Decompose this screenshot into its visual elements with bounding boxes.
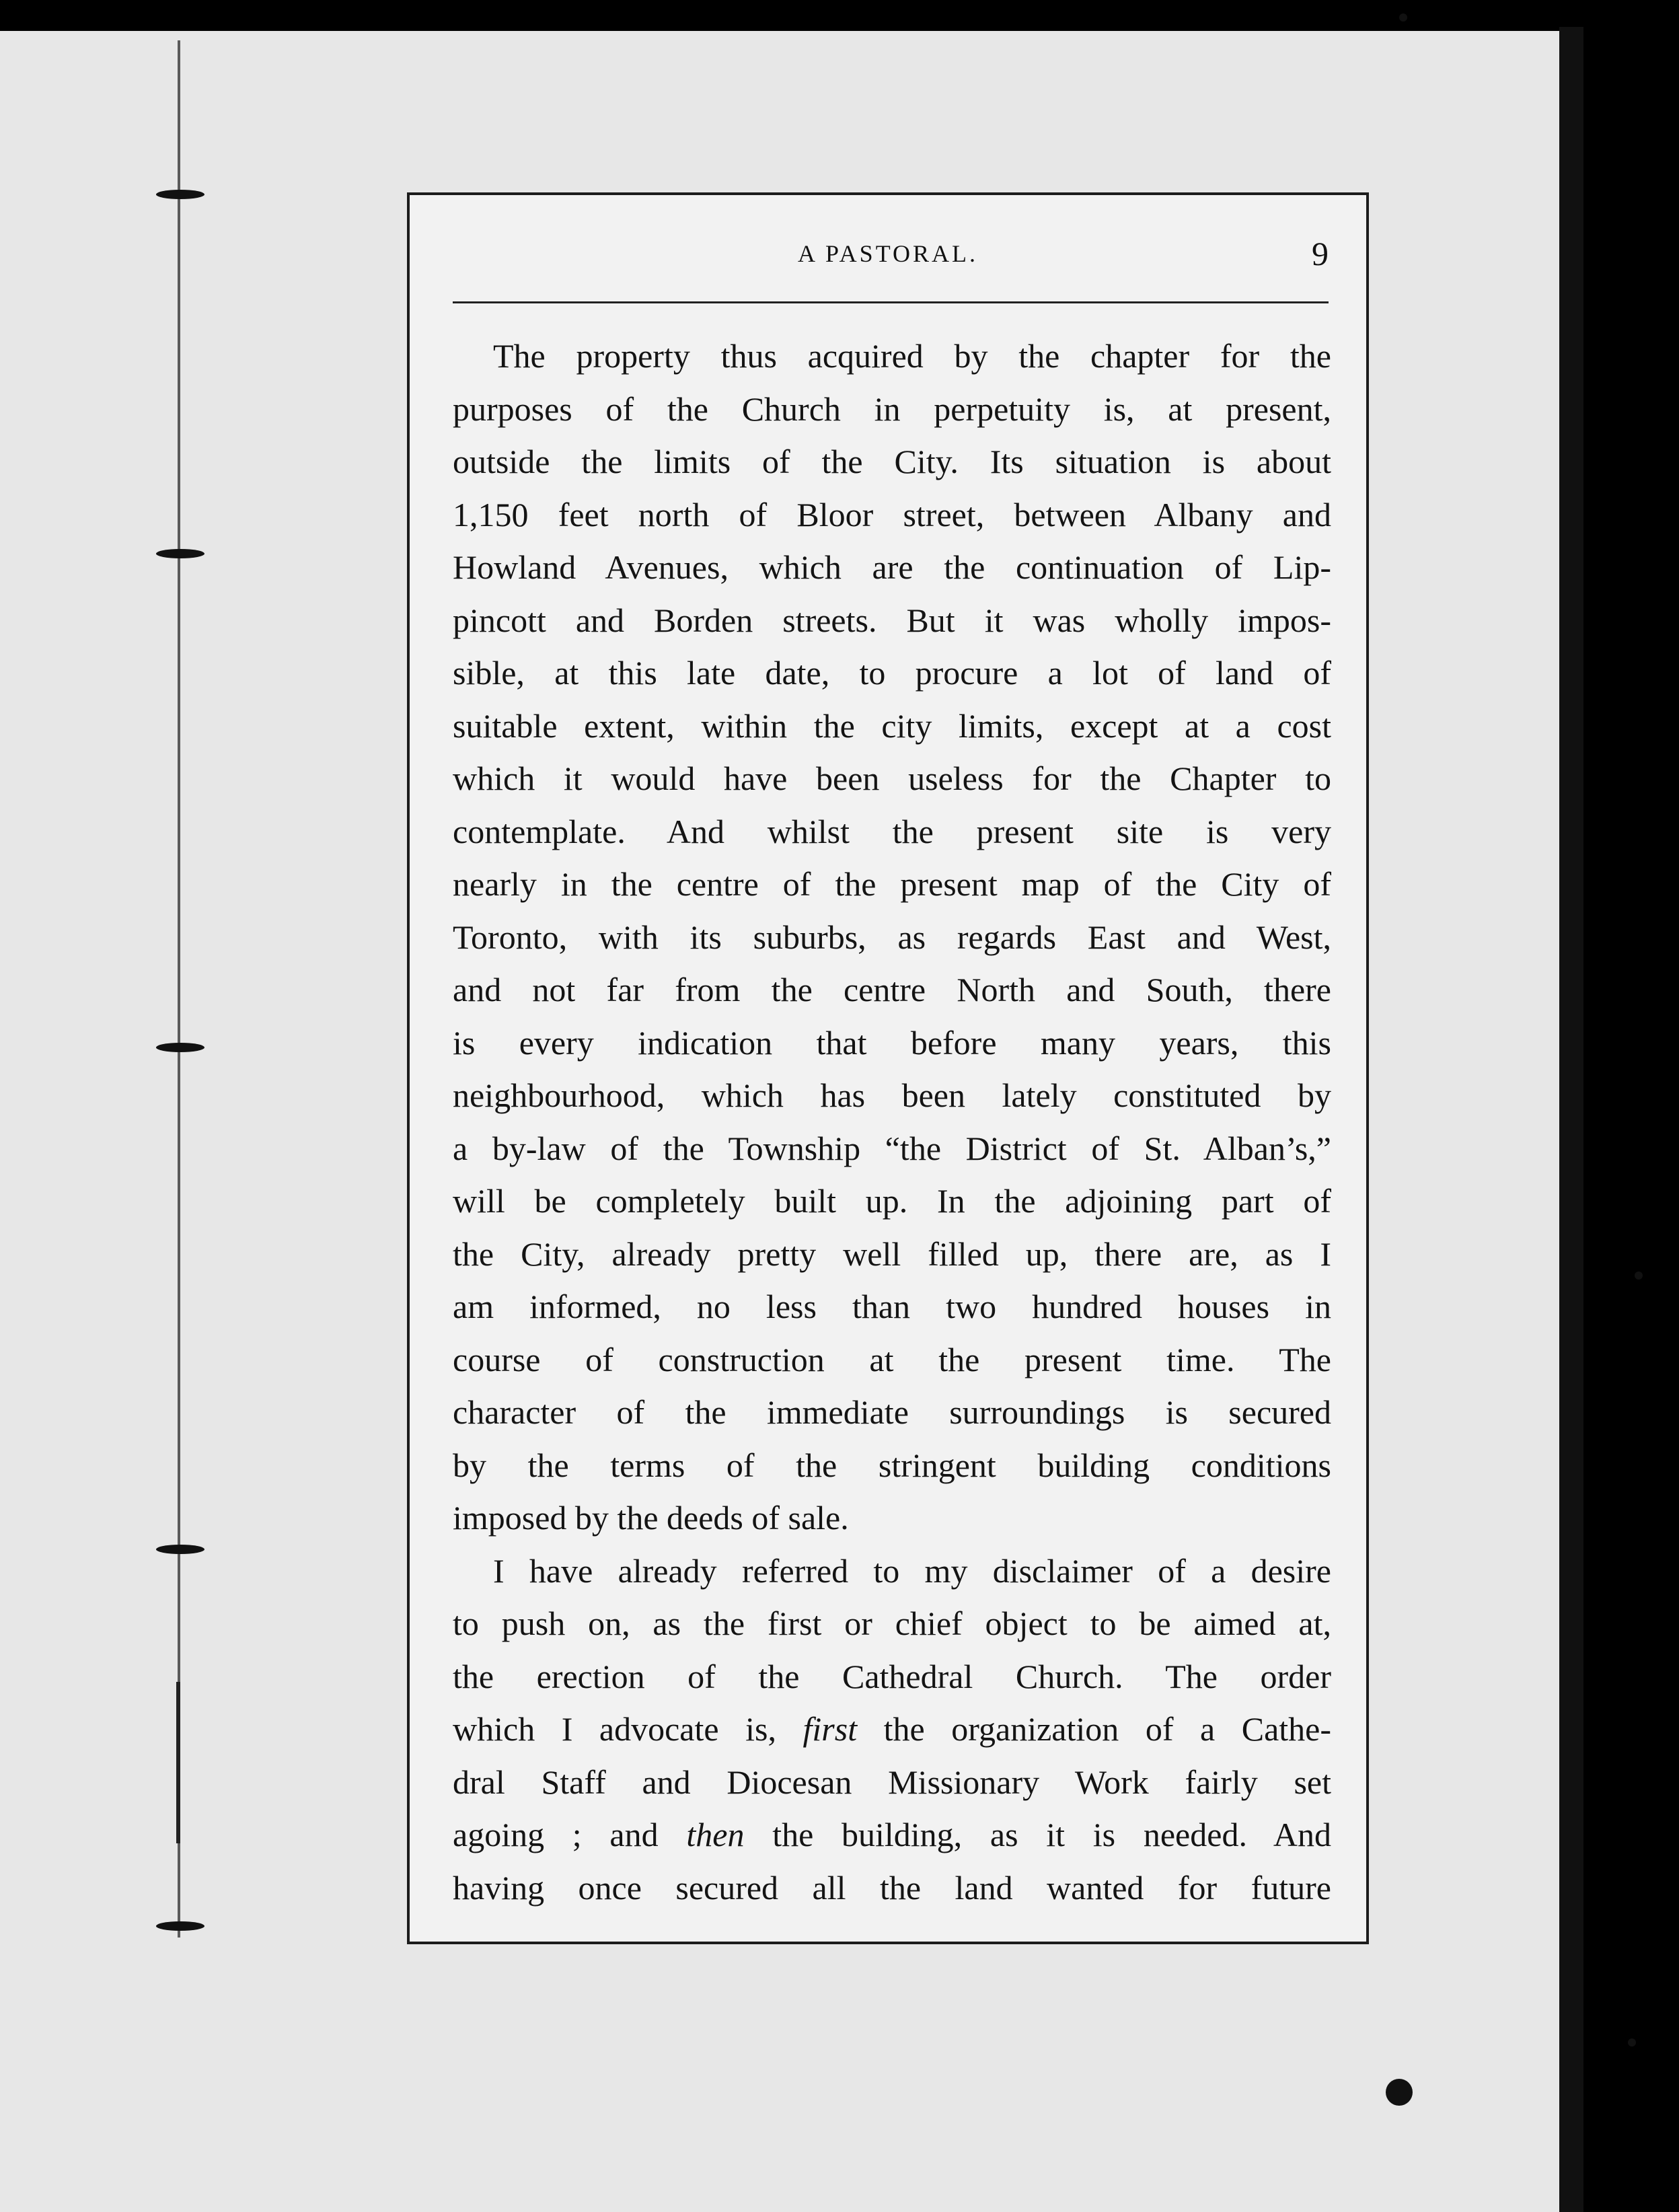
emphasis: then xyxy=(686,1816,745,1853)
scan-speck xyxy=(1635,1271,1643,1280)
text-line: will be completely built up. In the adjoining part of xyxy=(453,1182,1331,1220)
scan-speck xyxy=(1386,2079,1413,2106)
text-line xyxy=(453,1808,1331,1861)
text-line: purposes of the Church in perpetuity is, at present, xyxy=(453,390,1331,428)
emphasis: first xyxy=(803,1710,858,1748)
scan-speck xyxy=(1628,2038,1636,2047)
text-line: I have already referred to my disclaimer of a desire xyxy=(493,1551,1331,1590)
text-line: 1,150 feet north of Bloor street, between Albany and xyxy=(453,495,1331,533)
text-line: Toronto, with its suburbs, as regards East and West, xyxy=(453,918,1331,956)
text-run: the building, as it is needed. And xyxy=(772,1816,1332,1853)
text-run: the organization of a Cathe- xyxy=(883,1710,1332,1748)
text-run: which I advocate is, xyxy=(453,1710,776,1748)
binding-gutter-line xyxy=(178,40,180,1938)
binding-thread xyxy=(176,1682,180,1843)
text-line: to push on, as the first or chief object to be aimed at, xyxy=(453,1605,1331,1642)
text-line: course of construction at the present time. The xyxy=(453,1340,1331,1378)
binding-stitch-mark xyxy=(156,190,204,199)
text-line: outside the limits of the City. Its situation is about xyxy=(453,443,1331,480)
binding-stitch-mark xyxy=(156,1545,204,1554)
text-line: imposed by the deeds of sale. xyxy=(453,1499,849,1537)
text-line: contemplate. And whilst the present site is very xyxy=(453,812,1331,850)
body-text xyxy=(453,330,1331,1914)
text-run: agoing ; and xyxy=(453,1816,659,1853)
running-head xyxy=(410,235,1366,280)
text-line: The property thus acquired by the chapter for the xyxy=(493,337,1331,375)
text-line: nearly in the centre of the present map of the City of xyxy=(453,865,1331,903)
text-line: which it would have been useless for the Chapter to xyxy=(453,760,1331,797)
binding-stitch-mark xyxy=(156,1043,204,1052)
text-line: a by-law of the Township “the District of St. Alban’s,” xyxy=(453,1129,1331,1167)
text-line: and not far from the centre North and South, there xyxy=(453,971,1331,1008)
text-line: having once secured all the land wanted for future xyxy=(453,1868,1331,1907)
text-line: the City, already pretty well filled up, there are, as I xyxy=(453,1234,1331,1273)
header-rule xyxy=(453,301,1329,303)
text-line xyxy=(453,1703,1331,1756)
sheet-right-edge xyxy=(1559,27,1583,2212)
page-text-frame xyxy=(407,192,1369,1944)
text-line: dral Staff and Diocesan Missionary Work fairly set xyxy=(453,1763,1331,1801)
binding-stitch-mark xyxy=(156,1921,204,1931)
text-line: by the terms of the stringent building conditions xyxy=(453,1446,1331,1484)
paragraph xyxy=(453,1545,1331,1915)
text-line: the erection of the Cathedral Church. The order xyxy=(453,1657,1331,1695)
text-line: is every indication that before many years, this xyxy=(453,1023,1331,1062)
paragraph xyxy=(453,330,1331,1545)
text-line: neighbourhood, which has been lately constituted by xyxy=(453,1076,1331,1114)
text-line: sible, at this late date, to procure a lot of land of xyxy=(453,654,1331,692)
scan-speck xyxy=(1399,13,1407,22)
text-line: suitable extent, within the city limits, except at a cost xyxy=(453,706,1331,745)
text-line: am informed, no less than two hundred houses in xyxy=(453,1288,1331,1325)
page-number: 9 xyxy=(1312,235,1329,272)
running-title: A PASTORAL. xyxy=(797,240,979,267)
text-line: pincott and Borden streets. But it was wholly impos- xyxy=(453,601,1331,639)
binding-stitch-mark xyxy=(156,549,204,558)
text-line: Howland Avenues, which are the continuation of Lip- xyxy=(453,548,1331,586)
text-line: character of the immediate surroundings is secured xyxy=(453,1393,1331,1431)
